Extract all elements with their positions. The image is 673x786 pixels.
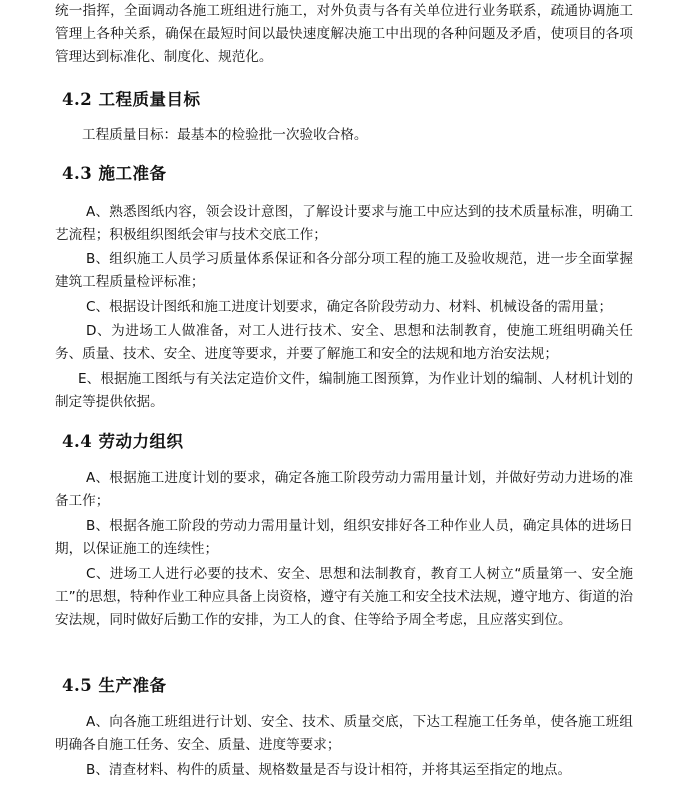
- paragraph-4-4-b: B、根据各施工阶段的劳动力需用量计划，组织安排好各工种作业人员，确定具体的进场日期，以保证施工的连续性；: [55, 518, 633, 557]
- section-heading-4-4: 4.4 劳动力组织: [62, 432, 184, 451]
- paragraph-4-5-b: B、清查材料、构件的质量、规格数量是否与设计相符，并将其运至指定的地点。: [86, 762, 572, 778]
- paragraph-4-2-quality-goal: 工程质量目标：最基本的检验批一次验收合格。: [82, 127, 368, 143]
- paragraph-4-3-a: A、熟悉图纸内容，领会设计意图，了解设计要求与施工中应达到的技术质量标准，明确工艺流程；积极组织图纸会审与技术交底工作；: [55, 204, 633, 243]
- section-heading-4-2: 4.2 工程质量目标: [62, 90, 201, 109]
- paragraph-4-5-a: A、向各施工班组进行计划、安全、技术、质量交底，下达工程施工任务单，使各施工班组明确各自施工任务、安全、质量、进度等要求；: [55, 714, 633, 753]
- paragraph-4-3-b: B、组织施工人员学习质量体系保证和各分部分项工程的施工及验收规范，进一步全面掌握建筑工程质量检评标准；: [55, 251, 633, 290]
- intro-paragraph: 统一指挥，全面调动各施工班组进行施工，对外负责与各有关单位进行业务联系，疏通协调施工管理上各种关系，确保在最短时间以最快速度解决施工中出现的各种问题及矛盾，使项目的各项管理达到标准化、制度化、规范化。: [55, 3, 633, 65]
- paragraph-4-3-e: E、根据施工图纸与有关法定造价文件，编制施工图预算，为作业计划的编制、人材机计划的制定等提供依据。: [55, 371, 633, 410]
- paragraph-4-3-c: C、根据设计图纸和施工进度计划要求，确定各阶段劳动力、材料、机械设备的需用量；: [86, 299, 613, 315]
- section-heading-4-3: 4.3 施工准备: [62, 164, 167, 183]
- section-heading-4-5: 4.5 生产准备: [62, 676, 167, 695]
- paragraph-4-4-a: A、根据施工进度计划的要求，确定各施工阶段劳动力需用量计划，并做好劳动力进场的准备工作；: [55, 470, 633, 509]
- paragraph-4-4-c: C、进场工人进行必要的技术、安全、思想和法制教育，教育工人树立“质量第一、安全施工”的思想，特种作业工种应具备上岗资格，遵守有关施工和安全技术法规，遵守地方、街道的治安法规，同时做好后勤工作的安排，为工人的食、住等给予周全考虑，且应落实到位。: [55, 566, 633, 628]
- paragraph-4-3-d: D、为进场工人做准备，对工人进行技术、安全、思想和法制教育，使施工班组明确关任务、质量、技术、安全、进度等要求，并要了解施工和安全的法规和地方治安法规；: [55, 323, 633, 362]
